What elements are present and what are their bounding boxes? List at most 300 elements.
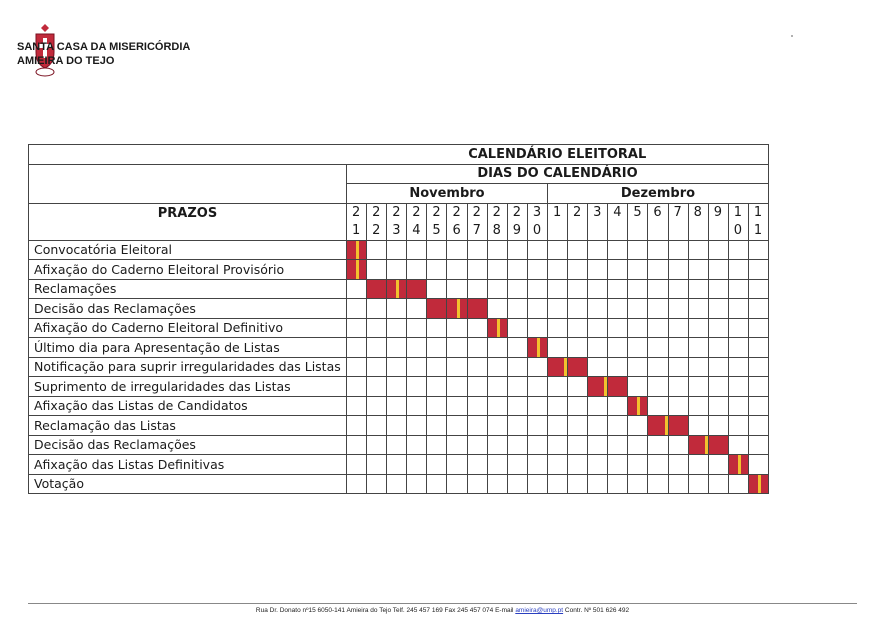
day-digit: 7 (673, 204, 682, 220)
day-digit: 0 (733, 222, 743, 238)
schedule-bar-cell (728, 455, 748, 475)
task-row (29, 299, 769, 319)
schedule-empty-cell (708, 318, 728, 338)
day-digit: 5 (432, 222, 441, 238)
schedule-empty-cell (507, 240, 527, 260)
schedule-empty-cell (467, 377, 487, 397)
schedule-marker (396, 280, 399, 299)
task-label: Afixação das Listas Definitivas (29, 455, 347, 475)
organization-name (17, 40, 190, 68)
day-digit: 3 (532, 204, 542, 220)
schedule-empty-cell (487, 396, 507, 416)
schedule-empty-cell (367, 318, 387, 338)
schedule-empty-cell (588, 416, 608, 436)
election-calendar-table (28, 144, 769, 494)
schedule-empty-cell (608, 396, 628, 416)
schedule-empty-cell (588, 396, 608, 416)
schedule-empty-cell (347, 416, 367, 436)
schedule-empty-cell (648, 377, 668, 397)
schedule-empty-cell (347, 279, 367, 299)
day-digit: 2 (512, 204, 522, 220)
schedule-empty-cell (748, 357, 768, 377)
schedule-empty-cell (588, 260, 608, 280)
schedule-empty-cell (728, 299, 748, 319)
schedule-empty-cell (608, 338, 628, 358)
schedule-empty-cell (347, 435, 367, 455)
schedule-empty-cell (407, 357, 427, 377)
task-row (29, 240, 769, 260)
task-row (29, 260, 769, 280)
schedule-empty-cell (547, 435, 567, 455)
schedule-empty-cell (688, 299, 708, 319)
schedule-empty-cell (447, 318, 467, 338)
schedule-empty-cell (748, 338, 768, 358)
day-digit (694, 222, 708, 240)
schedule-empty-cell (608, 416, 628, 436)
schedule-empty-cell (728, 435, 748, 455)
schedule-bar-cell (748, 474, 768, 494)
schedule-empty-cell (427, 377, 447, 397)
schedule-empty-cell (367, 455, 387, 475)
schedule-empty-cell (688, 240, 708, 260)
schedule-empty-cell (467, 416, 487, 436)
schedule-empty-cell (688, 338, 708, 358)
schedule-empty-cell (447, 279, 467, 299)
day-header-7 (487, 203, 507, 240)
schedule-empty-cell (708, 240, 728, 260)
schedule-empty-cell (447, 357, 467, 377)
day-digit: 4 (613, 204, 622, 220)
schedule-empty-cell (427, 416, 447, 436)
header-spacer (29, 164, 347, 203)
schedule-empty-cell (367, 299, 387, 319)
schedule-empty-cell (668, 377, 688, 397)
schedule-empty-cell (487, 260, 507, 280)
schedule-empty-cell (347, 455, 367, 475)
schedule-empty-cell (487, 435, 507, 455)
schedule-empty-cell (487, 338, 507, 358)
schedule-empty-cell (547, 416, 567, 436)
schedule-empty-cell (507, 357, 527, 377)
schedule-empty-cell (527, 357, 547, 377)
days-header: DIAS DO CALENDÁRIO (347, 164, 769, 184)
schedule-empty-cell (547, 474, 567, 494)
schedule-empty-cell (467, 435, 487, 455)
schedule-empty-cell (427, 396, 447, 416)
schedule-empty-cell (427, 357, 447, 377)
schedule-empty-cell (467, 455, 487, 475)
calendar-title: CALENDÁRIO ELEITORAL (347, 145, 769, 165)
schedule-empty-cell (447, 474, 467, 494)
schedule-empty-cell (427, 474, 447, 494)
schedule-empty-cell (507, 474, 527, 494)
schedule-marker (637, 397, 640, 416)
prazos-header: PRAZOS (29, 203, 347, 240)
day-header-2 (387, 203, 407, 240)
schedule-empty-cell (708, 299, 728, 319)
days-header-row (29, 164, 769, 184)
schedule-empty-cell (527, 474, 547, 494)
schedule-empty-cell (688, 279, 708, 299)
day-digit: 5 (633, 204, 642, 220)
day-digit (613, 222, 627, 240)
schedule-empty-cell (407, 318, 427, 338)
title-row (29, 145, 769, 165)
schedule-empty-cell (728, 338, 748, 358)
schedule-empty-cell (407, 396, 427, 416)
task-row (29, 279, 769, 299)
schedule-empty-cell (608, 318, 628, 338)
schedule-empty-cell (447, 260, 467, 280)
schedule-empty-cell (527, 396, 547, 416)
schedule-empty-cell (728, 279, 748, 299)
day-digit: 6 (653, 204, 662, 220)
schedule-empty-cell (387, 455, 407, 475)
schedule-empty-cell (648, 435, 668, 455)
schedule-empty-cell (648, 396, 668, 416)
schedule-bar-cell (367, 279, 387, 299)
schedule-empty-cell (467, 474, 487, 494)
schedule-empty-cell (387, 474, 407, 494)
schedule-empty-cell (708, 474, 728, 494)
schedule-empty-cell (387, 377, 407, 397)
schedule-empty-cell (668, 474, 688, 494)
schedule-empty-cell (527, 260, 547, 280)
schedule-empty-cell (668, 338, 688, 358)
schedule-bar-cell (407, 279, 427, 299)
task-row (29, 416, 769, 436)
schedule-empty-cell (547, 279, 567, 299)
schedule-empty-cell (668, 260, 688, 280)
schedule-bar-cell (608, 377, 628, 397)
schedule-empty-cell (568, 260, 588, 280)
task-row (29, 377, 769, 397)
schedule-empty-cell (688, 377, 708, 397)
footer (0, 607, 885, 614)
day-header-16 (668, 203, 688, 240)
schedule-empty-cell (427, 318, 447, 338)
schedule-empty-cell (347, 377, 367, 397)
day-digit: 2 (452, 204, 461, 220)
schedule-bar-cell (347, 260, 367, 280)
day-digit: 2 (472, 204, 481, 220)
schedule-empty-cell (728, 396, 748, 416)
footer-email-link[interactable]: amieira@ump.pt (515, 607, 564, 614)
schedule-empty-cell (608, 455, 628, 475)
schedule-empty-cell (628, 435, 648, 455)
schedule-empty-cell (588, 435, 608, 455)
day-digit: 2 (352, 204, 361, 220)
schedule-empty-cell (387, 338, 407, 358)
task-label: Último dia para Apresentação de Listas (29, 338, 347, 358)
day-digit: 6 (452, 222, 461, 238)
day-digit: 2 (492, 204, 501, 220)
schedule-bar-cell (688, 435, 708, 455)
schedule-empty-cell (547, 396, 567, 416)
schedule-empty-cell (708, 396, 728, 416)
schedule-empty-cell (708, 357, 728, 377)
schedule-empty-cell (467, 260, 487, 280)
schedule-empty-cell (407, 299, 427, 319)
schedule-empty-cell (688, 396, 708, 416)
schedule-empty-cell (507, 396, 527, 416)
task-label: Decisão das Reclamações (29, 299, 347, 319)
day-header-14 (628, 203, 648, 240)
schedule-empty-cell (467, 240, 487, 260)
schedule-empty-cell (487, 416, 507, 436)
day-header-20 (748, 203, 768, 240)
schedule-empty-cell (648, 338, 668, 358)
schedule-empty-cell (748, 435, 768, 455)
schedule-empty-cell (668, 318, 688, 338)
schedule-empty-cell (568, 240, 588, 260)
schedule-empty-cell (748, 455, 768, 475)
day-digit: 1 (753, 204, 763, 220)
schedule-empty-cell (527, 435, 547, 455)
day-digit: 0 (532, 222, 542, 238)
schedule-empty-cell (547, 318, 567, 338)
schedule-empty-cell (668, 240, 688, 260)
schedule-empty-cell (347, 474, 367, 494)
task-label: Reclamação das Listas (29, 416, 347, 436)
task-label: Convocatória Eleitoral (29, 240, 347, 260)
schedule-empty-cell (688, 260, 708, 280)
schedule-empty-cell (648, 299, 668, 319)
schedule-empty-cell (407, 474, 427, 494)
schedule-empty-cell (568, 435, 588, 455)
schedule-empty-cell (347, 338, 367, 358)
day-digit: 1 (552, 204, 562, 220)
schedule-empty-cell (547, 240, 567, 260)
schedule-empty-cell (728, 318, 748, 338)
task-label: Afixação do Caderno Eleitoral Provisório (29, 260, 347, 280)
schedule-empty-cell (407, 435, 427, 455)
day-header-17 (688, 203, 708, 240)
schedule-bar-cell (447, 299, 467, 319)
schedule-empty-cell (347, 318, 367, 338)
schedule-empty-cell (668, 299, 688, 319)
schedule-empty-cell (407, 455, 427, 475)
task-row (29, 338, 769, 358)
schedule-empty-cell (748, 416, 768, 436)
schedule-bar-cell (347, 240, 367, 260)
day-digit: 8 (492, 222, 501, 238)
day-header-5 (447, 203, 467, 240)
day-digit: 9 (512, 222, 522, 238)
task-label: Votação (29, 474, 347, 494)
schedule-empty-cell (367, 338, 387, 358)
schedule-empty-cell (648, 357, 668, 377)
schedule-empty-cell (628, 338, 648, 358)
schedule-empty-cell (507, 318, 527, 338)
schedule-empty-cell (407, 240, 427, 260)
day-digit: 4 (412, 222, 421, 238)
schedule-empty-cell (527, 299, 547, 319)
schedule-bar-cell (387, 279, 407, 299)
schedule-empty-cell (588, 455, 608, 475)
day-header-3 (407, 203, 427, 240)
day-digit: 3 (593, 204, 602, 220)
day-digit: 2 (372, 204, 381, 220)
day-digit (553, 222, 567, 240)
schedule-empty-cell (668, 357, 688, 377)
schedule-empty-cell (367, 357, 387, 377)
schedule-empty-cell (507, 435, 527, 455)
schedule-empty-cell (387, 396, 407, 416)
schedule-empty-cell (628, 357, 648, 377)
task-row (29, 318, 769, 338)
schedule-marker (537, 338, 540, 357)
schedule-bar-cell (527, 338, 547, 358)
schedule-empty-cell (387, 357, 407, 377)
day-header-9 (527, 203, 547, 240)
day-header-15 (648, 203, 668, 240)
day-digit: 2 (372, 222, 381, 238)
scan-speck (791, 35, 793, 37)
task-label: Afixação das Listas de Candidatos (29, 396, 347, 416)
schedule-empty-cell (568, 396, 588, 416)
schedule-empty-cell (608, 299, 628, 319)
task-row (29, 455, 769, 475)
schedule-empty-cell (387, 260, 407, 280)
schedule-empty-cell (568, 318, 588, 338)
schedule-empty-cell (487, 279, 507, 299)
day-digit: 2 (432, 204, 441, 220)
schedule-empty-cell (367, 377, 387, 397)
schedule-empty-cell (547, 299, 567, 319)
schedule-empty-cell (668, 455, 688, 475)
schedule-empty-cell (628, 279, 648, 299)
schedule-empty-cell (588, 338, 608, 358)
schedule-empty-cell (568, 377, 588, 397)
day-digit (653, 222, 667, 240)
schedule-empty-cell (467, 396, 487, 416)
day-digit: 2 (392, 204, 401, 220)
schedule-empty-cell (728, 260, 748, 280)
schedule-empty-cell (628, 455, 648, 475)
schedule-empty-cell (668, 279, 688, 299)
schedule-empty-cell (387, 299, 407, 319)
schedule-empty-cell (688, 474, 708, 494)
day-header-1 (367, 203, 387, 240)
schedule-marker (758, 475, 761, 494)
schedule-empty-cell (367, 240, 387, 260)
schedule-empty-cell (608, 279, 628, 299)
schedule-empty-cell (688, 416, 708, 436)
schedule-empty-cell (588, 474, 608, 494)
schedule-empty-cell (487, 357, 507, 377)
schedule-empty-cell (447, 416, 467, 436)
schedule-empty-cell (648, 260, 668, 280)
schedule-empty-cell (648, 474, 668, 494)
schedule-empty-cell (367, 260, 387, 280)
schedule-empty-cell (467, 338, 487, 358)
day-digit (573, 222, 587, 240)
day-digit: 2 (573, 204, 582, 220)
schedule-empty-cell (568, 299, 588, 319)
schedule-empty-cell (527, 416, 547, 436)
schedule-empty-cell (728, 357, 748, 377)
day-digit: 1 (733, 204, 743, 220)
schedule-empty-cell (487, 299, 507, 319)
schedule-empty-cell (708, 377, 728, 397)
schedule-empty-cell (688, 357, 708, 377)
schedule-marker (497, 319, 500, 338)
schedule-empty-cell (487, 455, 507, 475)
schedule-empty-cell (447, 338, 467, 358)
schedule-empty-cell (507, 416, 527, 436)
schedule-bar-cell (467, 299, 487, 319)
schedule-empty-cell (487, 377, 507, 397)
schedule-empty-cell (547, 377, 567, 397)
schedule-empty-cell (367, 474, 387, 494)
schedule-empty-cell (608, 474, 628, 494)
schedule-empty-cell (668, 396, 688, 416)
schedule-empty-cell (628, 377, 648, 397)
schedule-bar-cell (668, 416, 688, 436)
schedule-empty-cell (568, 338, 588, 358)
schedule-empty-cell (608, 260, 628, 280)
schedule-empty-cell (547, 260, 567, 280)
schedule-empty-cell (507, 260, 527, 280)
schedule-empty-cell (527, 318, 547, 338)
schedule-empty-cell (708, 260, 728, 280)
schedule-empty-cell (527, 279, 547, 299)
schedule-marker (356, 260, 359, 279)
schedule-empty-cell (628, 416, 648, 436)
schedule-empty-cell (447, 396, 467, 416)
day-digit: 3 (392, 222, 401, 238)
schedule-bar-cell (547, 357, 567, 377)
schedule-empty-cell (407, 338, 427, 358)
schedule-empty-cell (568, 416, 588, 436)
schedule-empty-cell (407, 416, 427, 436)
schedule-empty-cell (708, 416, 728, 436)
day-digit (714, 222, 728, 240)
org-line-2: AMIEIRA DO TEJO (17, 55, 115, 67)
schedule-empty-cell (447, 435, 467, 455)
schedule-empty-cell (648, 318, 668, 338)
schedule-bar-cell (588, 377, 608, 397)
schedule-empty-cell (507, 299, 527, 319)
schedule-empty-cell (427, 279, 447, 299)
task-label: Suprimento de irregularidades das Listas (29, 377, 347, 397)
schedule-empty-cell (527, 455, 547, 475)
schedule-bar-cell (708, 435, 728, 455)
schedule-marker (356, 241, 359, 260)
schedule-empty-cell (387, 240, 407, 260)
schedule-empty-cell (387, 435, 407, 455)
day-digit: 1 (352, 222, 361, 238)
schedule-empty-cell (648, 240, 668, 260)
schedule-empty-cell (527, 240, 547, 260)
day-digit (674, 222, 688, 240)
schedule-empty-cell (708, 279, 728, 299)
schedule-empty-cell (608, 435, 628, 455)
schedule-empty-cell (407, 377, 427, 397)
schedule-empty-cell (608, 240, 628, 260)
day-digit: 9 (713, 204, 722, 220)
schedule-empty-cell (347, 396, 367, 416)
schedule-empty-cell (568, 455, 588, 475)
schedule-empty-cell (447, 240, 467, 260)
schedule-empty-cell (688, 455, 708, 475)
schedule-empty-cell (367, 435, 387, 455)
day-digit: 2 (412, 204, 421, 220)
schedule-bar-cell (628, 396, 648, 416)
schedule-empty-cell (347, 299, 367, 319)
schedule-empty-cell (708, 455, 728, 475)
